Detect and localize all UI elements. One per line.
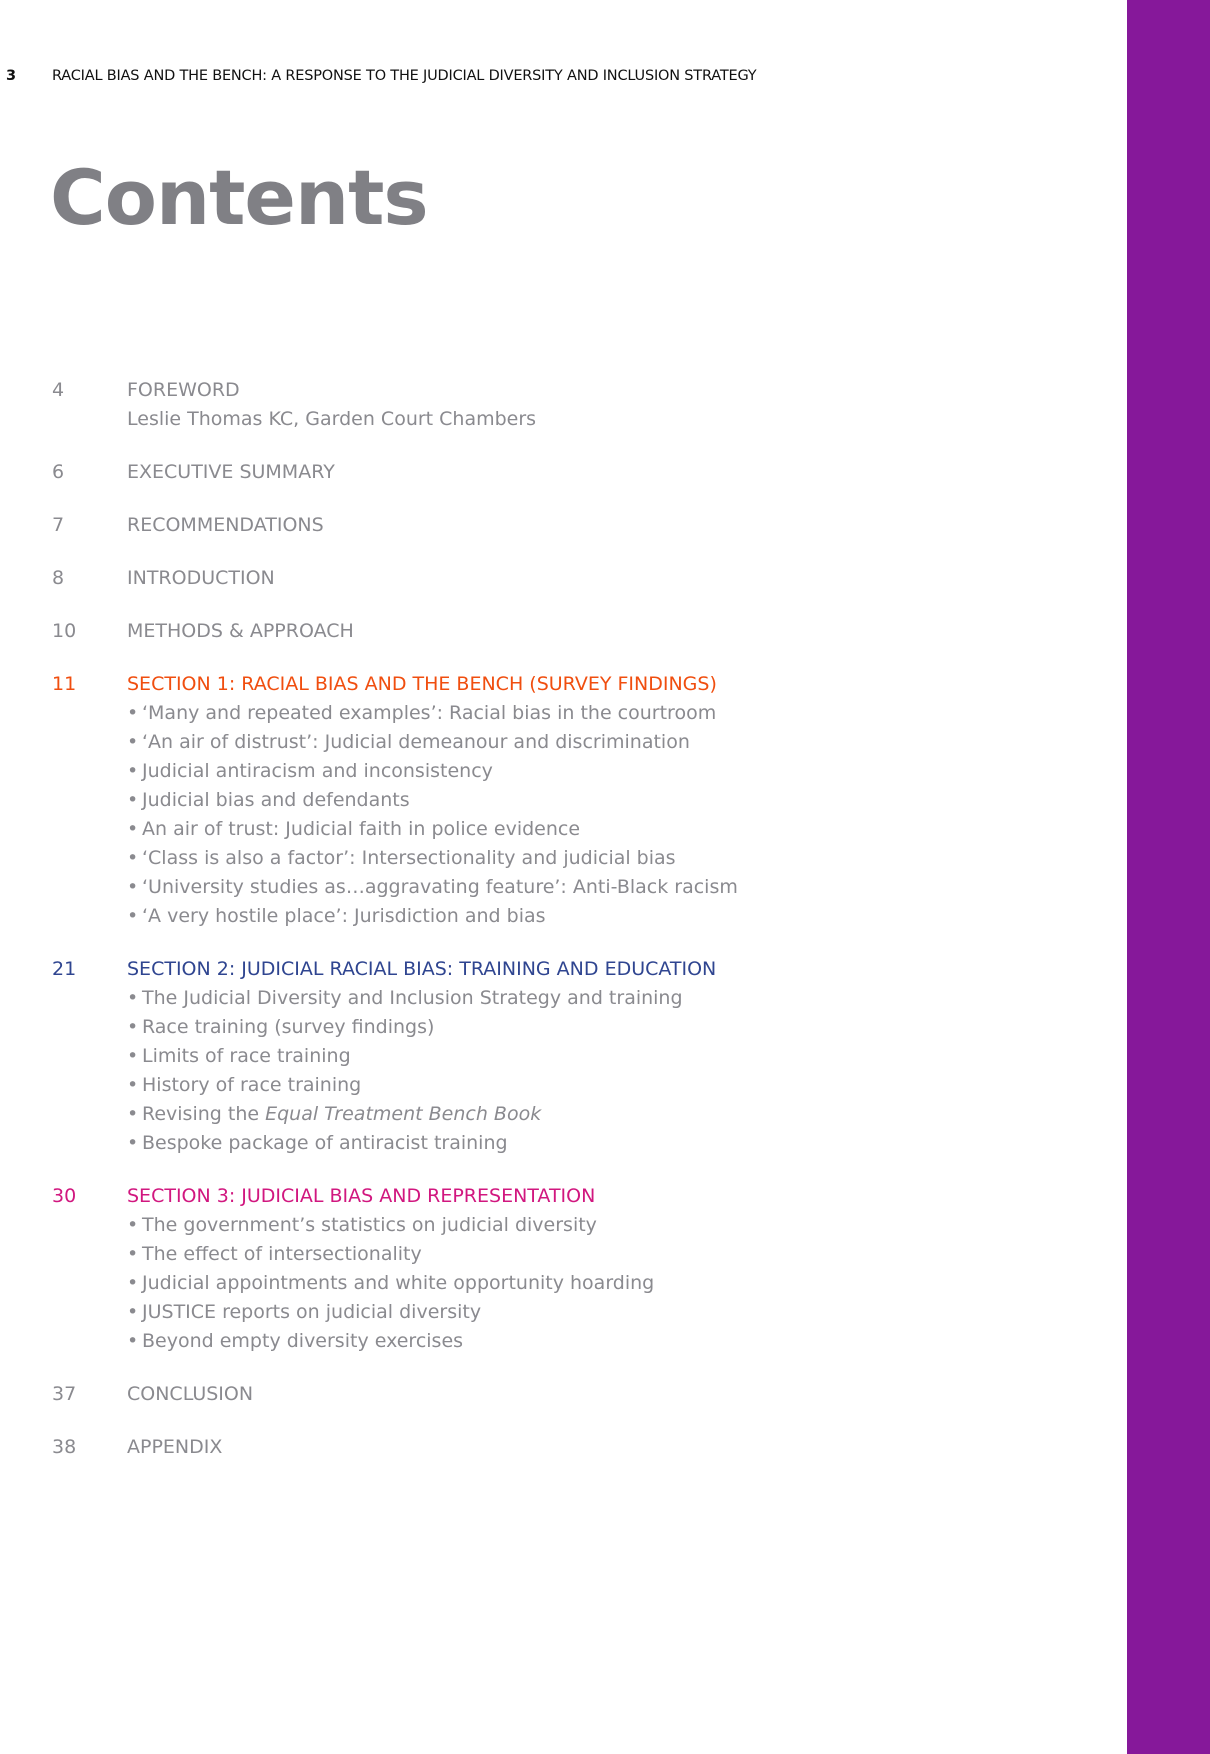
list-item-text [142,1100,541,1129]
bullet-icon: • [127,1103,139,1125]
list-item-text: Judicial antiracism and inconsistency [142,760,493,782]
list-item[interactable] [0,699,1100,728]
section-title: JUDICIAL RACIAL BIAS: TRAINING AND EDUCATION [235,958,717,980]
list-item-text: Limits of race training [142,1045,351,1067]
bullet-icon: • [127,731,139,753]
list-item[interactable] [0,1013,1100,1042]
list-item[interactable] [0,1327,1100,1356]
list-item-text: Beyond empty diversity exercises [142,1330,464,1352]
list-item[interactable] [0,1240,1100,1269]
list-item[interactable] [0,728,1100,757]
list-item-text: The effect of intersectionality [142,1243,422,1265]
bullet-icon: • [127,1074,139,1096]
bullet-icon: • [127,1045,139,1067]
list-item[interactable] [0,1298,1100,1327]
bullet-icon: • [127,1016,139,1038]
list-item-text: An air of trust: Judicial faith in police evidence [142,818,581,840]
table-of-contents [0,376,1100,1462]
toc-page-number: 4 [52,379,65,401]
toc-label: RECOMMENDATIONS [127,514,324,536]
list-item-text: Bespoke package of antiracist training [142,1132,508,1154]
bullet-icon: • [127,1272,139,1294]
list-item[interactable] [0,1269,1100,1298]
toc-entry-section-3[interactable] [0,1182,1100,1356]
toc-page-number: 37 [52,1383,77,1405]
section-prefix: SECTION 2: [127,958,236,980]
list-item[interactable] [0,844,1100,873]
bullet-icon: • [127,876,139,898]
toc-label: METHODS & APPROACH [127,620,354,642]
toc-entry-foreword[interactable] [0,376,1100,434]
list-item-text: JUSTICE reports on judicial diversity [142,1301,482,1323]
list-item-text: ‘Many and repeated examples’: Racial bias in the courtroom [142,702,717,724]
running-header-text [52,68,756,84]
bullet-icon: • [127,1301,139,1323]
header-part-the-bench: THE BENCH: [179,68,267,84]
list-item-text: ‘A very hostile place’: Jurisdiction and bias [142,905,546,927]
bullet-icon: • [127,760,139,782]
list-item[interactable] [0,902,1100,931]
toc-label [127,955,716,984]
list-item[interactable] [0,873,1100,902]
toc-entry-conclusion[interactable] [0,1380,1100,1409]
list-item-text: ‘Class is also a factor’: Intersectionality and judicial bias [142,847,676,869]
toc-page-number: 6 [52,461,65,483]
section-prefix: SECTION 3: [127,1185,236,1207]
header-part-subtitle: A RESPONSE TO THE JUDICIAL DIVERSITY AND INCLUSION STRATEGY [266,68,757,84]
bullet-icon: • [127,1243,139,1265]
bullet-icon: • [127,789,139,811]
bullet-icon: • [127,818,139,840]
list-item-text: Race training (survey findings) [142,1016,435,1038]
toc-entry-appendix[interactable] [0,1433,1100,1462]
list-item-text: The Judicial Diversity and Inclusion Strategy and training [142,987,683,1009]
toc-label: EXECUTIVE SUMMARY [127,461,335,483]
toc-entry-methods[interactable] [0,617,1100,646]
bullet-icon: • [127,702,139,724]
toc-label: INTRODUCTION [127,567,275,589]
list-item-text: ‘An air of distrust’: Judicial demeanour and discrimination [142,731,690,753]
list-item-text-plain: Revising the [142,1103,266,1125]
toc-page-number: 8 [52,567,65,589]
bullet-icon: • [127,1132,139,1154]
list-item[interactable] [0,757,1100,786]
toc-label [127,670,717,699]
list-item[interactable] [0,1100,1100,1129]
bullet-icon: • [127,1214,139,1236]
toc-entry-section-2[interactable] [0,955,1100,1158]
section-title: JUDICIAL BIAS AND REPRESENTATION [235,1185,596,1207]
bullet-icon: • [127,987,139,1009]
list-item[interactable] [0,1211,1100,1240]
page-number: 3 [6,68,16,84]
section-prefix: SECTION 1: [127,673,236,695]
toc-page-number: 7 [52,514,65,536]
list-item[interactable] [0,786,1100,815]
list-item-text: Judicial bias and defendants [142,789,410,811]
toc-page-number: 21 [52,958,77,980]
header-part-and: AND [139,68,180,84]
toc-page-number: 30 [52,1185,77,1207]
page-title: Contents [50,153,428,242]
list-item[interactable] [0,1071,1100,1100]
toc-entry-section-1[interactable] [0,670,1100,931]
list-item-text: ‘University studies as…aggravating feature’: Anti-Black racism [142,876,738,898]
list-item-text: History of race training [142,1074,362,1096]
toc-label: CONCLUSION [127,1383,254,1405]
header-part-racial-bias: RACIAL BIAS [52,68,140,84]
list-item[interactable] [0,984,1100,1013]
bullet-icon: • [127,905,139,927]
toc-entry-recommendations[interactable] [0,511,1100,540]
toc-label: APPENDIX [127,1436,223,1458]
list-item[interactable] [0,1042,1100,1071]
list-item[interactable] [0,815,1100,844]
list-item-text: Judicial appointments and white opportunity hoarding [142,1272,655,1294]
toc-page-number: 10 [52,620,77,642]
toc-page-number: 11 [52,673,77,695]
purple-side-bar [1127,0,1210,1754]
bullet-icon: • [127,1330,139,1352]
toc-subtitle: Leslie Thomas KC, Garden Court Chambers [127,408,537,430]
toc-label: FOREWORD [127,379,240,401]
toc-entry-introduction[interactable] [0,564,1100,593]
list-item[interactable] [0,1129,1100,1158]
section-title: RACIAL BIAS AND THE BENCH (SURVEY FINDINGS) [235,673,717,695]
toc-entry-executive-summary[interactable] [0,458,1100,487]
list-item-text: The government’s statistics on judicial diversity [142,1214,597,1236]
book-title: Equal Treatment Bench Book [265,1103,542,1125]
toc-label [127,1182,595,1211]
toc-page-number: 38 [52,1436,77,1458]
bullet-icon: • [127,847,139,869]
